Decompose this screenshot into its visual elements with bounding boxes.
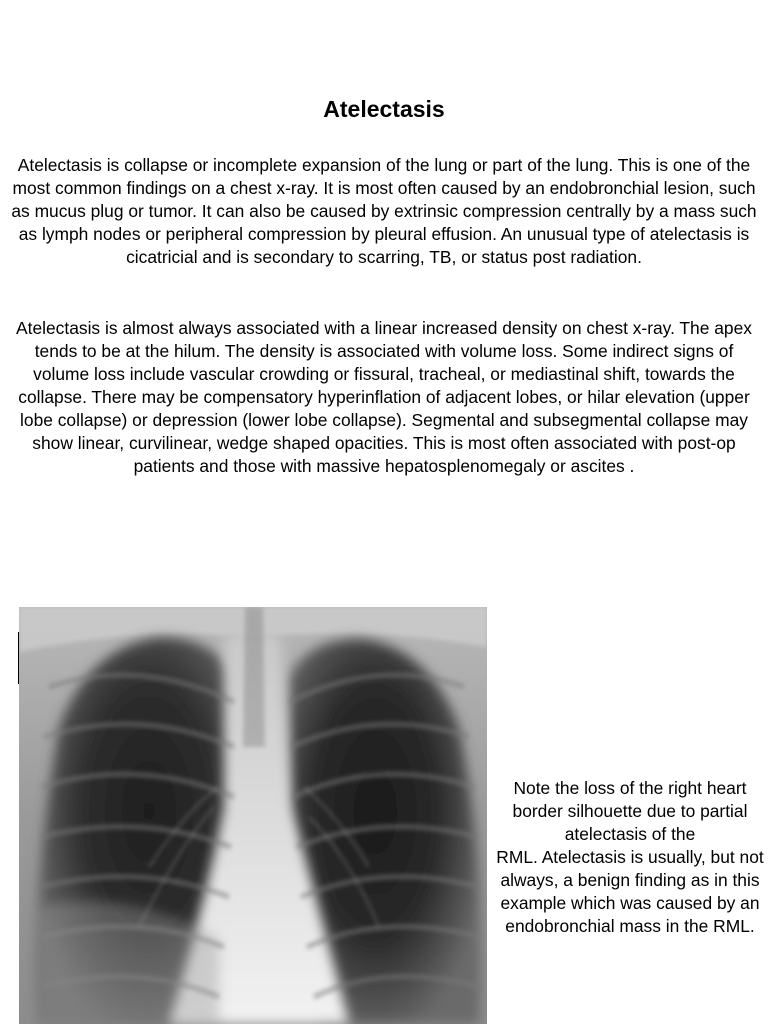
- chest-xray-image: [19, 607, 487, 1024]
- signs-paragraph: Atelectasis is almost always associated with a linear increased density on chest x-ray. The apex tends to be at the hilum. The density is associated with volume loss. Some indirect signs of volume loss include vascular crowding or fissural, tracheal, or mediastinal shift, towards the collapse. There may be compensatory hyperinflation of adjacent lobes, or hilar elevation (upper lobe collapse) or depression (lower lobe collapse). Segmental and subsegmental collapse may show linear, curvilinear, wedge shaped opacities. This is most often associated with post-op patients and those with massive hepatosplenomegaly or ascites .: [16, 318, 752, 476]
- page-title: Atelectasis: [323, 96, 445, 122]
- xray-caption: [496, 777, 764, 938]
- caption-line-1: Note the loss of the right heart border silhouette due to partial atelectasis of the: [512, 778, 748, 844]
- caption-line-2: RML. Atelectasis is usually, but not always, a benign finding as in this example which was caused by an endobronchial mass in the RML.: [496, 847, 764, 936]
- intro-paragraph: Atelectasis is collapse or incomplete expansion of the lung or part of the lung. This is one of the most common findings on a chest x-ray. It is most often caused by an endobronchial lesion, such as mucus plug or tumor. It can also be caused by extrinsic compression centrally by a mass such as lymph nodes or peripheral compression by pleural effusion. An unusual type of atelectasis is cicatricial and is secondary to scarring, TB, or status post radiation.: [11, 155, 757, 267]
